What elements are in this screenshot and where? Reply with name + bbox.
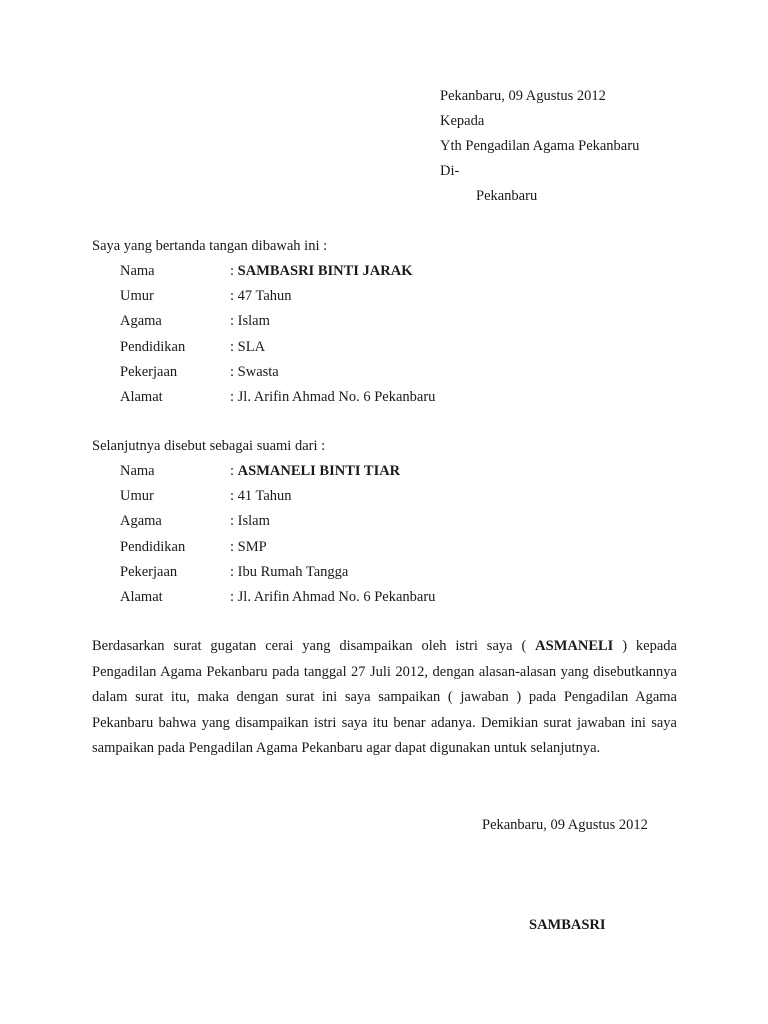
colon: : [230,338,238,355]
party2-row-pekerjaan [92,560,692,585]
party2-section [92,434,692,610]
colon: : [230,363,238,380]
party1-row-umur [92,284,692,309]
colon: : [230,563,238,580]
field-label: Nama [120,463,155,479]
letter-date: Pekanbaru, 09 Agustus 2012 [440,88,606,104]
field-label: Agama [120,513,162,530]
body-part1: Berdasarkan surat gugatan cerai yang disampaikan oleh istri saya ( [92,638,536,654]
recipient-city: Pekanbaru [476,188,538,204]
field-value: Jl. Arifin Ahmad No. 6 Pekanbaru [237,588,436,605]
to-label: Kepada [440,113,485,129]
field-label: Umur [120,288,154,305]
field-label: Pekerjaan [120,563,178,580]
colon: : [230,313,238,330]
field-label: Alamat [120,388,163,405]
field-value: SLA [237,338,266,355]
party2-intro: Selanjutnya disebut sebagai suami dari : [92,438,326,454]
body-part2: ) kepada Pengadilan Agama Pekanbaru pada tanggal 27 Juli 2012, dengan alasan-alasan yang disebutkannya dalam surat itu, maka dengan surat ini saya sampaikan ( jawaban ) pada Pengadilan Agama Pekanbaru bahwa yang disampaikan istri saya itu benar adanya. Demikian surat jawaban ini saya sampaikan pada Pengadilan Agama Pekanbaru agar dapat digunakan untuk selanjutnya. [92,638,677,757]
colon: : [230,263,238,279]
field-label: Pendidikan [120,538,186,555]
party2-row-nama [92,459,692,484]
colon: : [230,288,238,305]
party1-row-alamat [92,385,692,410]
party1-row-pendidikan [92,335,692,360]
field-label: Umur [120,488,154,505]
colon: : [230,463,238,479]
field-value: Jl. Arifin Ahmad No. 6 Pekanbaru [237,388,436,405]
colon: : [230,388,238,405]
field-value: Swasta [237,363,279,380]
field-label: Agama [120,313,162,330]
field-label: Pendidikan [120,338,186,355]
field-value: SAMBASRI BINTI JARAK [237,263,413,279]
recipient: Yth Pengadilan Agama Pekanbaru [440,138,640,154]
field-value: Islam [237,313,270,330]
closing-date: Pekanbaru, 09 Agustus 2012 [482,817,648,833]
colon: : [230,488,238,505]
field-value: 47 Tahun [237,288,292,305]
field-value: 41 Tahun [237,488,292,505]
colon: : [230,588,238,605]
field-value: ASMANELI BINTI TIAR [237,463,401,479]
party1-row-agama [92,309,692,334]
body-paragraph [92,634,677,762]
address-block [440,84,639,209]
party1-intro: Saya yang bertanda tangan dibawah ini : [92,238,328,254]
party2-row-alamat [92,585,692,610]
party2-row-pendidikan [92,535,692,560]
field-value: Islam [237,513,270,530]
body-name: ASMANELI [535,638,614,654]
field-value: Ibu Rumah Tangga [237,563,349,580]
party2-row-umur [92,484,692,509]
party1-row-pekerjaan [92,360,692,385]
field-value: SMP [237,538,267,555]
party1-section [92,234,692,410]
field-label: Nama [120,263,155,279]
di-label: Di- [440,163,460,179]
party2-row-agama [92,509,692,534]
party1-row-nama [92,259,692,284]
field-label: Pekerjaan [120,363,178,380]
colon: : [230,538,238,555]
colon: : [230,513,238,530]
signature-name: SAMBASRI [529,917,606,933]
field-label: Alamat [120,588,163,605]
